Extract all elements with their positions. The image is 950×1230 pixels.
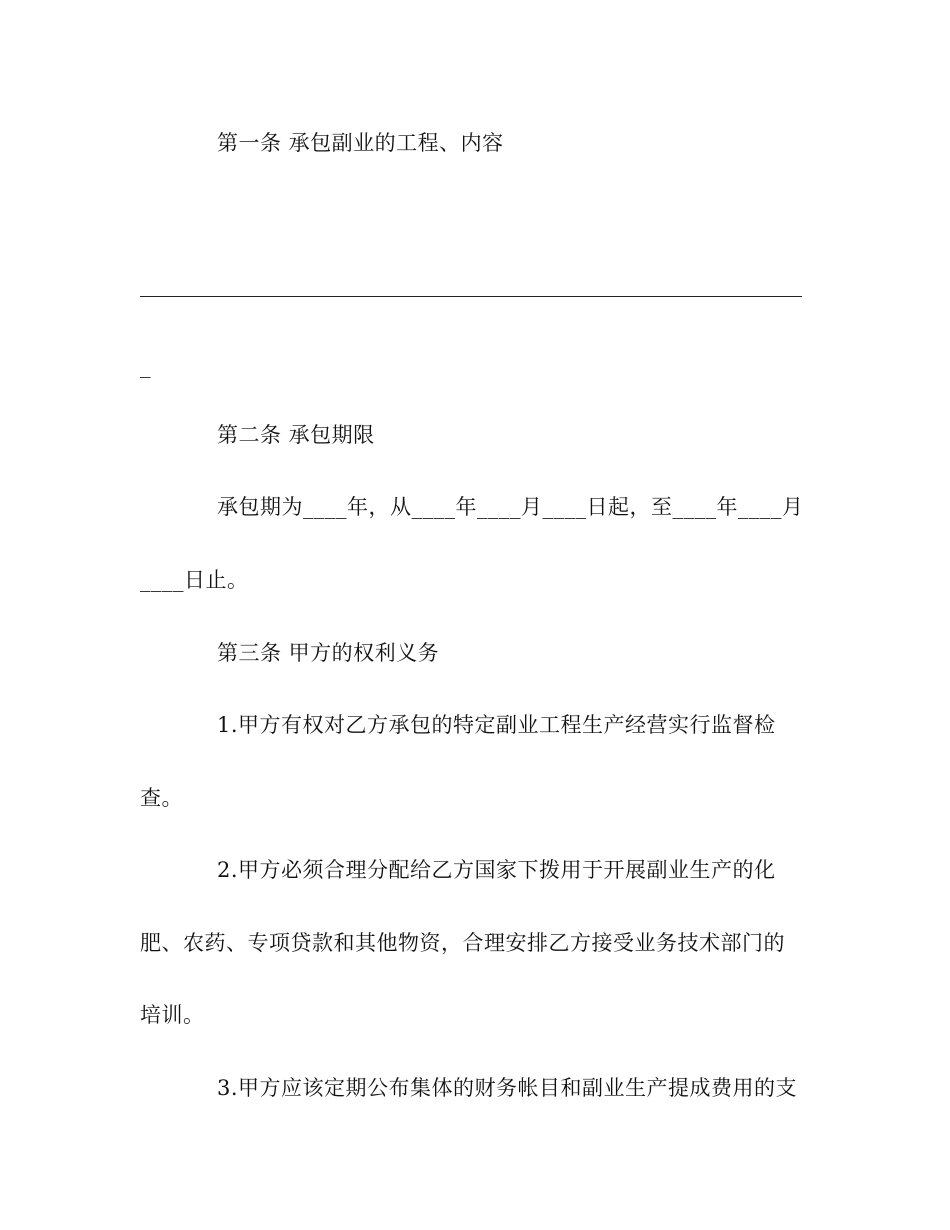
article-1-heading: 第一条 承包副业的工程、内容: [217, 131, 504, 155]
clause-3-line-1: 3.甲方应该定期公布集体的财务帐目和副业生产提成费用的支: [217, 1076, 798, 1100]
clause-2-line-1: 2.甲方必须合理分配给乙方国家下拨用于开展副业生产的化: [217, 858, 776, 882]
article-2-heading: 第二条 承包期限: [217, 423, 375, 447]
clause-1-line-1: 1.甲方有权对乙方承包的特定副业工程生产经营实行监督检: [217, 713, 776, 737]
clause-2-line-2: 肥、农药、专项贷款和其他物资，合理安排乙方接受业务技术部门的: [140, 931, 785, 955]
term-period-line-2: ____日止。: [140, 568, 249, 592]
article-3-heading: 第三条 甲方的权利义务: [217, 641, 440, 665]
fill-in-blank-line: [140, 296, 802, 297]
clause-1-line-2: 查。: [140, 786, 183, 810]
fill-in-blank-tail: _: [140, 354, 151, 378]
term-period-line-1: 承包期为____年，从____年____月____日起，至____年____月: [217, 495, 804, 519]
clause-2-line-3: 培训。: [140, 1003, 205, 1027]
